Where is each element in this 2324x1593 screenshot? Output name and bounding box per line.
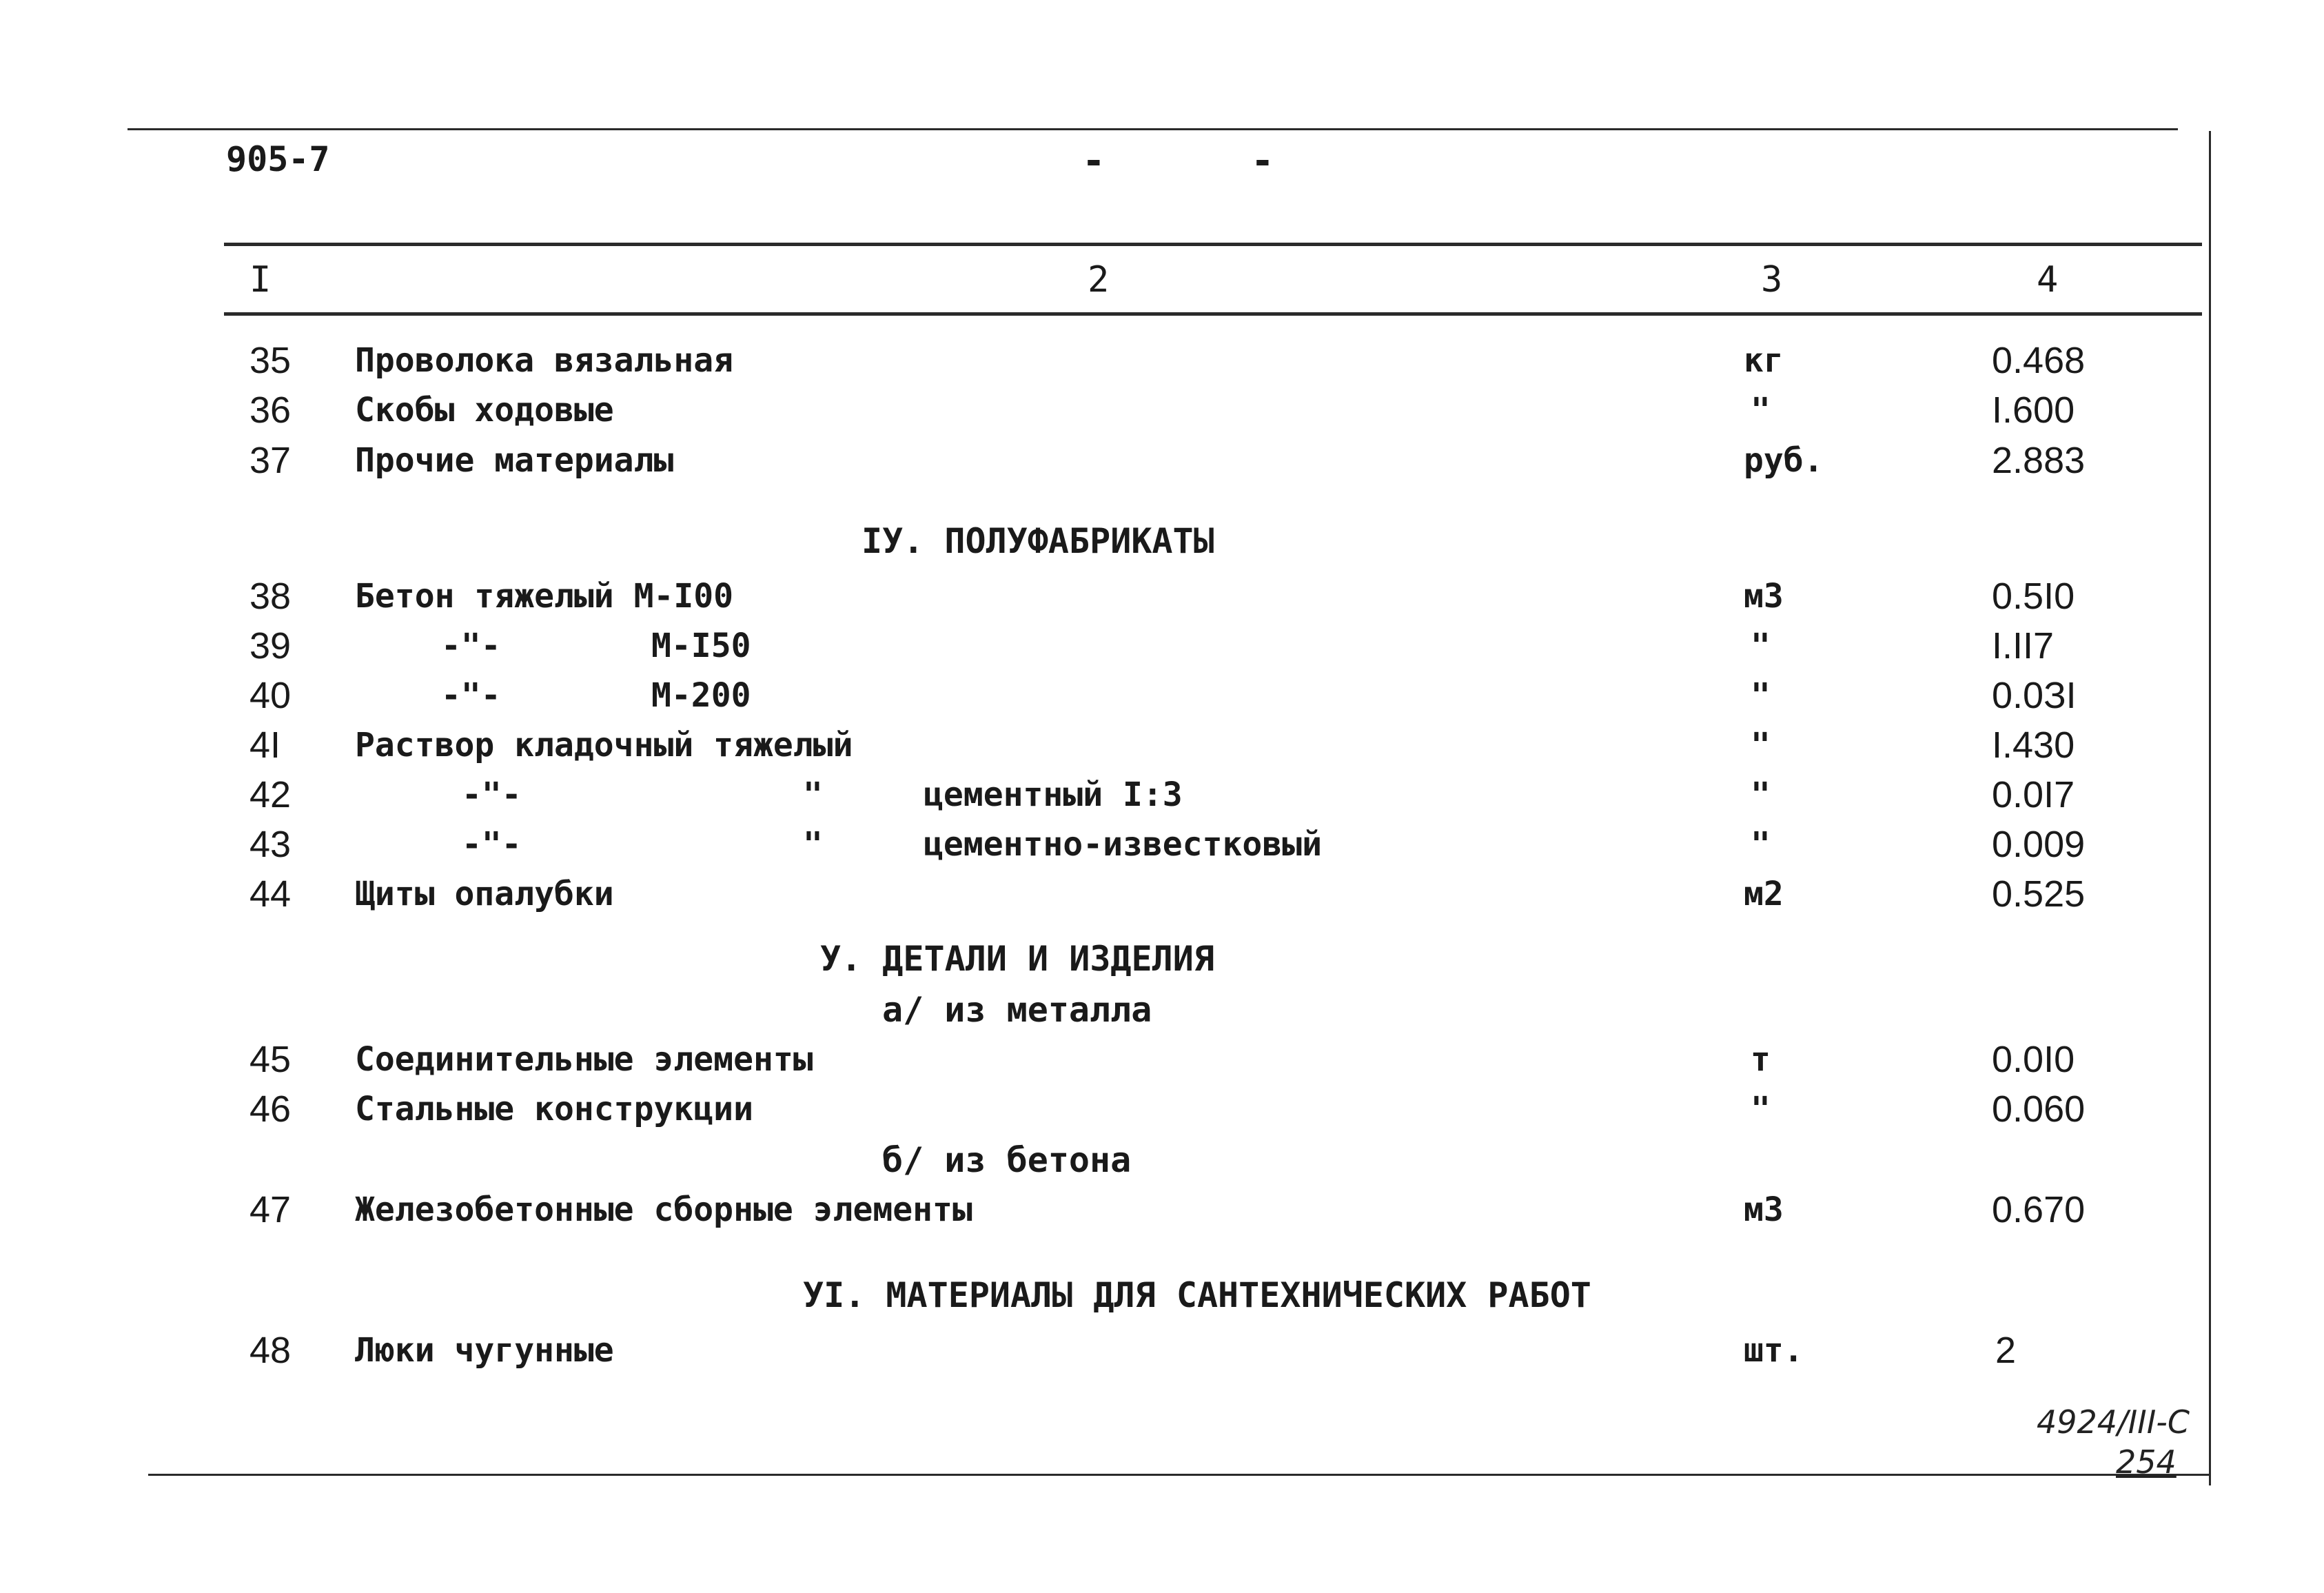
row-number: 45 — [249, 1039, 292, 1080]
item-unit: " — [1751, 676, 1771, 715]
item-ditto-mark: " — [803, 775, 823, 814]
sheet-number: 254 — [2116, 1443, 2177, 1481]
item-quantity: 0.0I0 — [1992, 1039, 2075, 1080]
item-unit: т — [1751, 1040, 1771, 1079]
item-unit: " — [1751, 391, 1771, 429]
item-name: Раствор кладочный тяжелый — [355, 726, 853, 764]
column-header-3: 3 — [1761, 259, 1783, 301]
archive-stamp: 4924/III-С — [2037, 1403, 2190, 1441]
item-quantity: 0.009 — [1992, 824, 2086, 865]
header-mark-1: - — [1082, 139, 1105, 183]
column-header-2: 2 — [1088, 259, 1110, 301]
item-grade: цементный I:3 — [924, 775, 1183, 814]
item-unit: руб. — [1744, 441, 1824, 480]
bottom-border — [148, 1474, 2209, 1476]
row-number: 39 — [249, 625, 292, 667]
row-number: 36 — [249, 389, 292, 431]
item-unit: м3 — [1744, 1190, 1784, 1229]
item-ditto: -"- — [462, 775, 522, 814]
row-number: 38 — [249, 576, 292, 617]
row-number: 48 — [249, 1330, 292, 1371]
item-name: Бетон тяжелый М-I00 — [355, 577, 734, 616]
header-mark-2: - — [1251, 139, 1274, 183]
row-number: 40 — [249, 675, 292, 716]
item-grade: М-I50 — [651, 627, 751, 665]
item-name: Щиты опалубки — [355, 875, 614, 913]
item-ditto: -"- — [462, 825, 522, 864]
item-ditto: -"- — [441, 627, 501, 665]
item-quantity: I.II7 — [1992, 625, 2055, 667]
row-number: 44 — [249, 873, 292, 915]
subsection-heading: а/ из металла — [882, 990, 1152, 1030]
row-number: 46 — [249, 1088, 292, 1130]
item-unit: м3 — [1744, 577, 1784, 616]
item-quantity: 0.0ЗI — [1992, 675, 2077, 716]
row-number: 4I — [249, 724, 281, 766]
item-quantity: 0.0I7 — [1992, 774, 2075, 815]
item-name: Стальные конструкции — [355, 1090, 753, 1128]
row-number: 42 — [249, 774, 292, 815]
subsection-heading: б/ из бетона — [882, 1140, 1132, 1180]
row-number: 35 — [249, 340, 292, 381]
item-ditto-mark: " — [803, 825, 823, 864]
item-grade: М-200 — [651, 676, 751, 715]
item-quantity: I.600 — [1992, 389, 2075, 431]
item-name: Соединительные элементы — [355, 1040, 813, 1079]
top-border — [128, 128, 2178, 130]
item-quantity: I.430 — [1992, 724, 2075, 766]
item-unit: " — [1751, 1090, 1771, 1128]
item-quantity: 0.670 — [1992, 1189, 2086, 1230]
header-rule-bottom — [224, 312, 2202, 316]
section-heading: УI. МАТЕРИАЛЫ ДЛЯ САНТЕХНИЧЕСКИХ РАБОТ — [803, 1275, 1591, 1315]
section-heading: У. ДЕТАЛИ И ИЗДЕЛИЯ — [820, 939, 1214, 979]
item-ditto: -"- — [441, 676, 501, 715]
document-code: 905-7 — [226, 139, 330, 179]
item-name: Прочие материалы — [355, 441, 674, 480]
item-unit: кг — [1744, 341, 1784, 380]
row-number: 37 — [249, 440, 292, 481]
item-quantity: 0.5I0 — [1992, 576, 2075, 617]
item-name: Проволока вязальная — [355, 341, 734, 380]
row-number: 43 — [249, 824, 292, 865]
item-unit: шт. — [1744, 1331, 1804, 1370]
item-name: Скобы ходовые — [355, 391, 614, 429]
row-number: 47 — [249, 1189, 292, 1230]
header-rule-top — [224, 243, 2202, 246]
item-quantity: 0.060 — [1992, 1088, 2086, 1130]
column-header-4: 4 — [2037, 259, 2059, 301]
right-border — [2209, 131, 2211, 1485]
item-unit: м2 — [1744, 875, 1784, 913]
item-unit: " — [1751, 825, 1771, 864]
item-unit: " — [1751, 775, 1771, 814]
section-heading: IУ. ПОЛУФАБРИКАТЫ — [862, 521, 1214, 561]
item-grade: цементно-известковый — [924, 825, 1322, 864]
item-name: Люки чугунные — [355, 1331, 614, 1370]
item-name: Железобетонные сборные элементы — [355, 1190, 972, 1229]
item-unit: " — [1751, 726, 1771, 764]
item-quantity: 2.883 — [1992, 440, 2086, 481]
item-unit: " — [1751, 627, 1771, 665]
column-header-1: I — [249, 259, 272, 301]
item-quantity: 0.468 — [1992, 340, 2086, 381]
item-quantity: 0.525 — [1992, 873, 2086, 915]
item-quantity: 2 — [1995, 1330, 2017, 1371]
